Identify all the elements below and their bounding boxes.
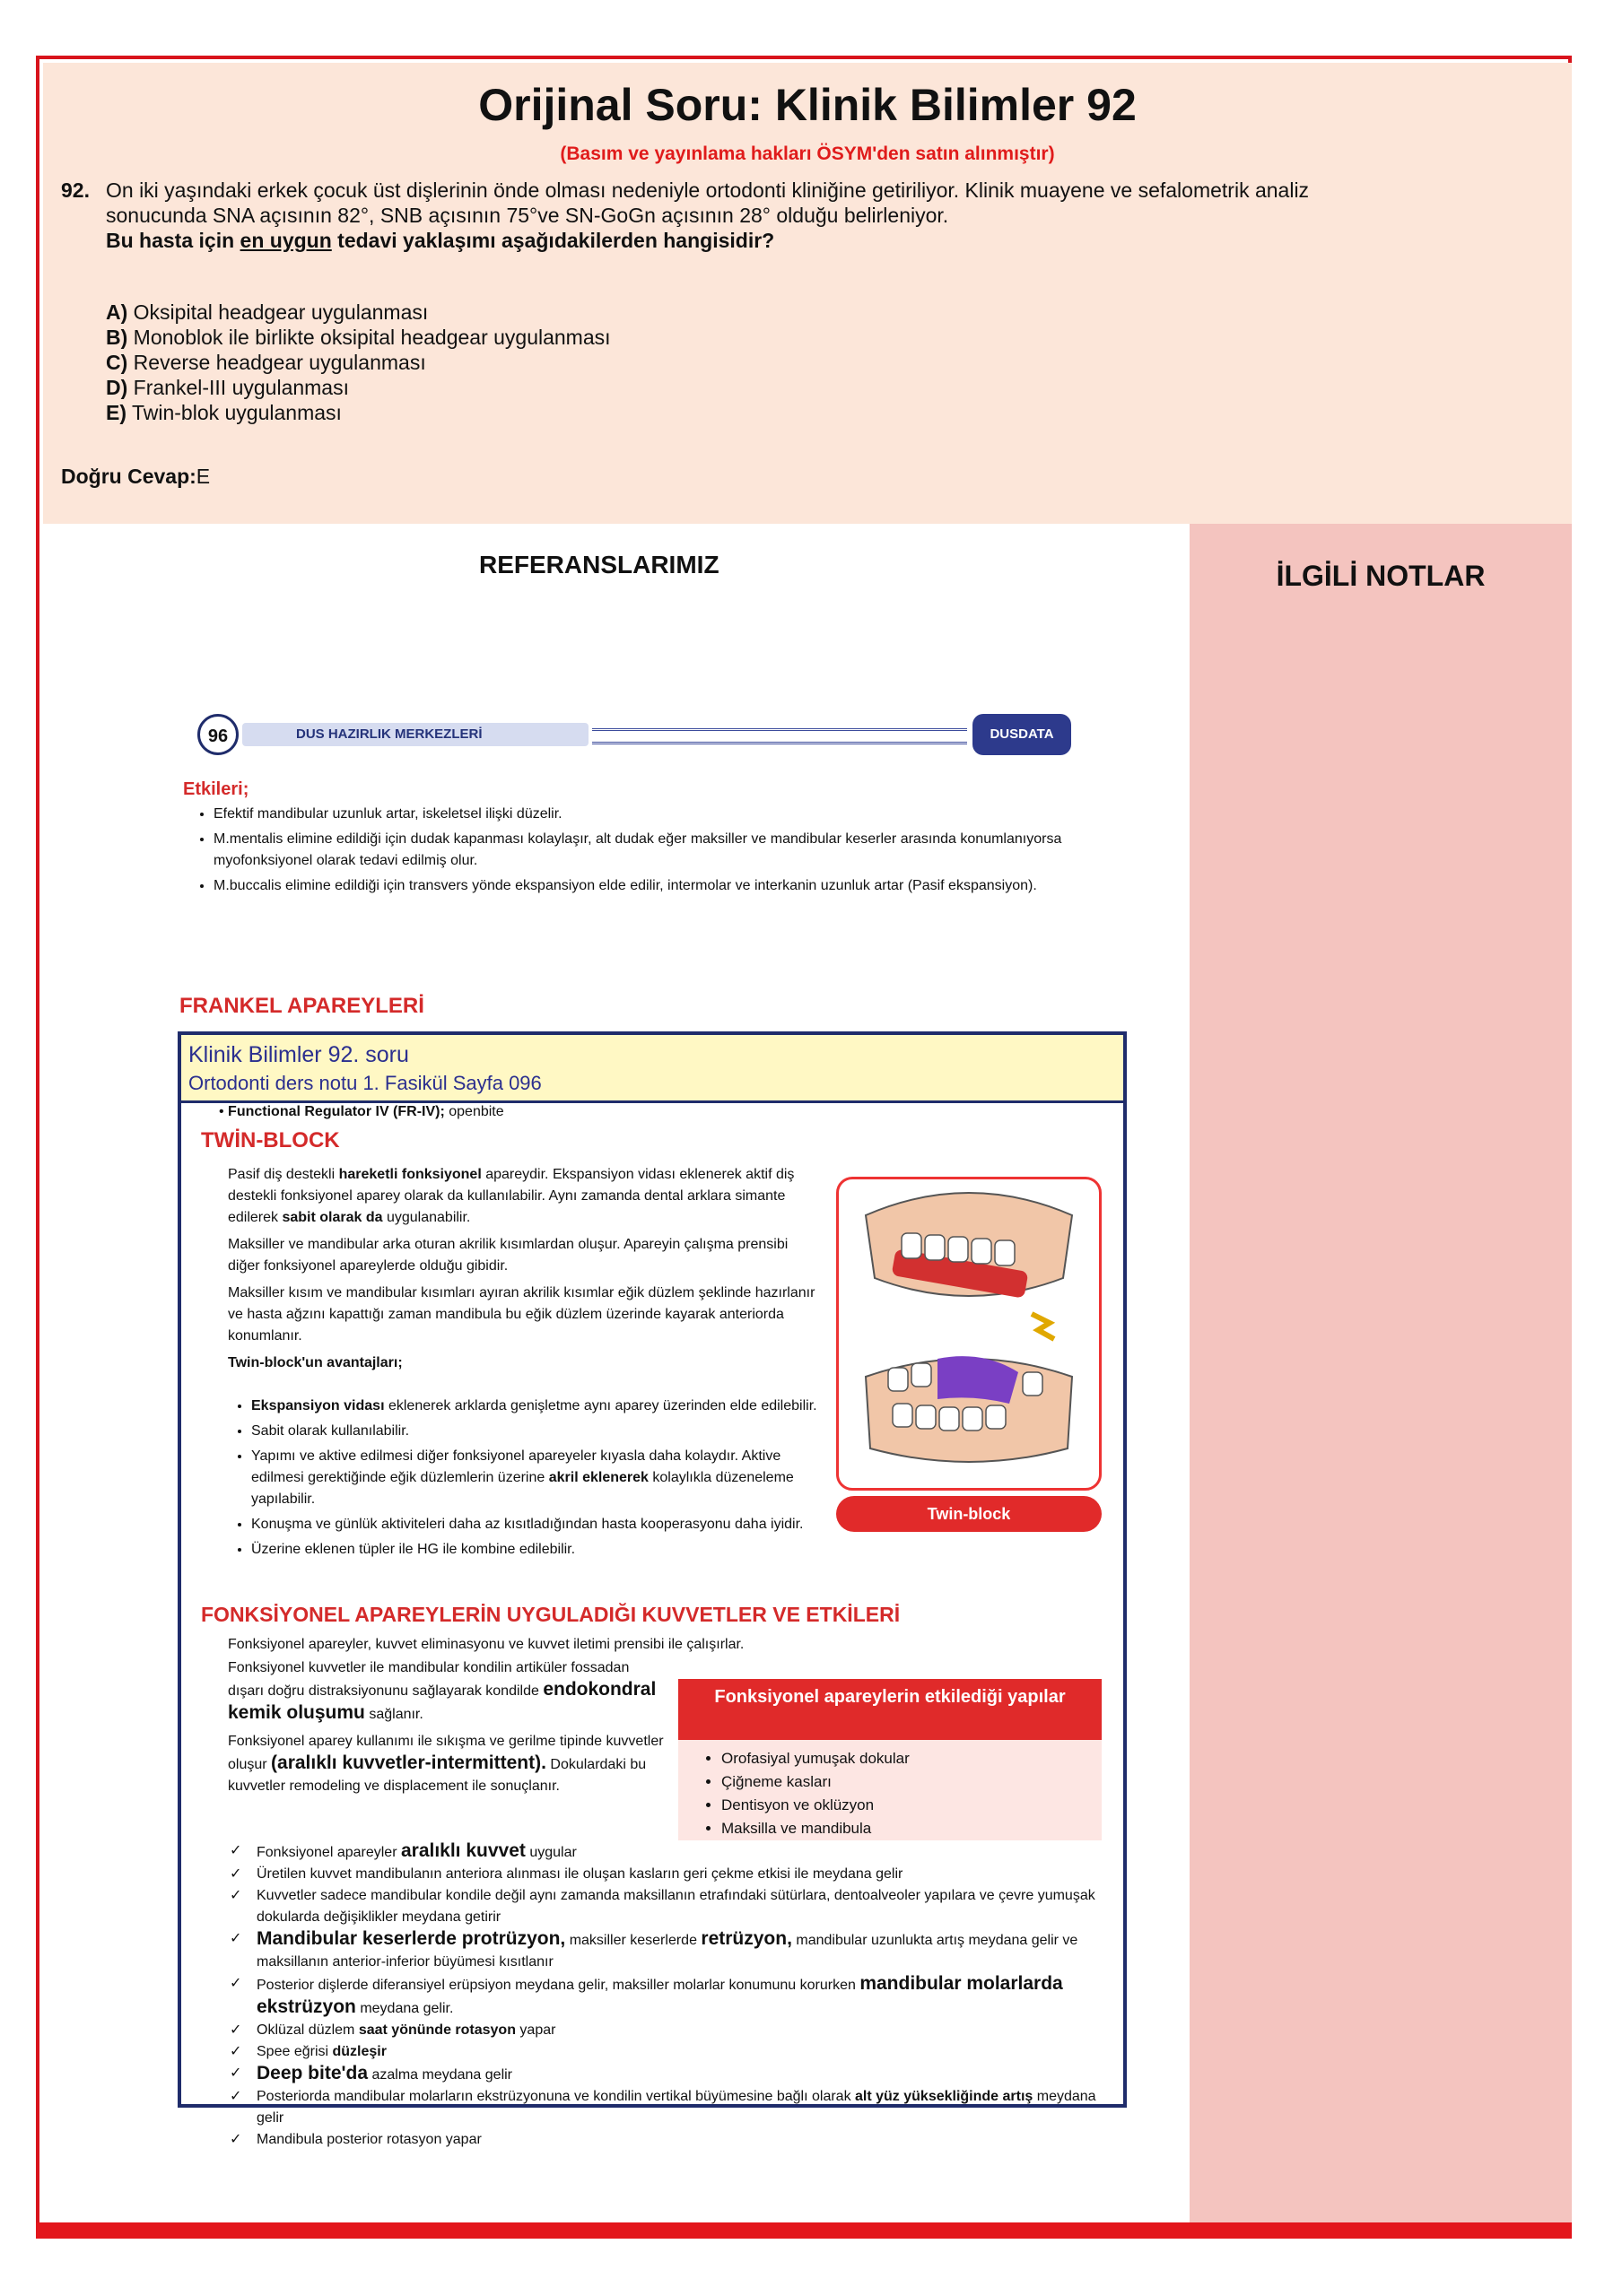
twin-block-illustration [836,1177,1102,1491]
advantage-item: • Yapımı ve aktive edilmesi diğer fonksiyonel apareyeler kıyasla daha kolaydır. Aktive edilmesi gerektiğinde eğik düzlemlerin üzerine akril eklenerek kolaylıkla düzeneleme yapılabilir. [251,1446,825,1510]
etkileri-section [183,778,1098,900]
question-number: 92. [61,178,90,202]
page-title: Orijinal Soru: Klinik Bilimler 92 [478,80,1137,130]
advantage-item: • Ekspansiyon vidası eklenerek arklarda genişletme aynı aparey üzerinden elde edilebilir. [251,1396,825,1417]
check-item: ✓ Kuvvetler sadece mandibular kondile değil aynı zamanda maksillanın etrafındaki sütürlara, dentoalveoler yapılara ve çevre yumuşak dokularda değişiklikler meydana getirir [230,1885,1109,1928]
callout-header [181,1035,1123,1103]
check-item: ✓ Spee eğrisi düzleşir [230,2041,1109,2063]
option-b: B) Monoblok ile birlikte oksipital headgear uygulanması [106,326,611,349]
header-divider [592,728,967,744]
page-number-badge: 96 [197,714,239,755]
tb-paragraph-2: Maksiller ve mandibular arka oturan akrilik kısımlardan oluşur. Apareyin çalışma prensibi diğer fonksiyonel apareylerde olduğu gibidir. [228,1237,789,1274]
affected-structures-title: Fonksiyonel apareylerin etkilediği yapılar [678,1679,1102,1740]
question-text-1: On iki yaşındaki erkek çocuk üst dişlerinin önde olması nedeniyle ortodonti kliniğine getiriliyor. Klinik muayene ve sefalometrik analiz [106,178,1310,202]
etkileri-item: • Efektif mandibular uzunluk artar, iskeletsel ilişki düzelir. [214,804,1098,825]
effects-checklist [230,1840,1109,2151]
affected-structure-item: • Dentisyon ve oklüzyon [721,1794,1102,1817]
etkileri-item: • M.mentalis elimine edildiği için dudak kapanması kolaylaşır, alt dudak eğer maksiller ve mandibular keserler arasında konumlanıyorsa myofonksiyonel olarak tedavi edilmiş olur. [214,829,1098,872]
check-item: ✓ Posterior dişlerde diferansiyel erüpsiyon meydana gelir, maksiller molarlar konumunu korurken mandibular molarlarda ekstrüzyon meydana gelir. [230,1973,1109,2020]
reference-header-bar: DUS HAZIRLIK MERKEZLERİ [242,723,589,746]
tb-paragraph-3: Maksiller kısım ve mandibular kısımları ayıran akrilik kısımlar eğik düzlem şeklinde hazırlanır ve hasta ağzını kapattığı zaman mandibula bu eğik düzlem üzerinde kayarak anteriorda konumlanır. [228,1285,815,1344]
fr4-line: • Functional Regulator IV (FR-IV); openbite [219,1104,504,1119]
reference-page-image [129,703,1116,2192]
twin-block-caption: Twin-block [836,1496,1102,1532]
affected-structure-item: • Maksilla ve mandibula [721,1817,1102,1840]
bottom-red-bar [36,2222,1572,2239]
callout-line-1: Klinik Bilimler 92. soru [188,1042,409,1067]
question-panel [43,63,1572,524]
options-list [106,300,611,425]
twin-block-drawing [839,1179,1099,1488]
fonksiyonel-title: FONKSİYONEL APAREYLERİN UYGULADIĞI KUVVETLER VE ETKİLERİ [201,1603,901,1626]
etkileri-title: Etkileri; [183,779,249,799]
check-item: ✓ Fonksiyonel apareyler aralıklı kuvvet uygular [230,1840,1109,1864]
affected-structures-box [678,1679,1102,1840]
option-a: A) Oksipital headgear uygulanması [106,300,429,324]
check-item: ✓ Mandibula posterior rotasyon yapar [230,2129,1109,2151]
check-item: ✓ Üretilen kuvvet mandibulanın anteriora alınması ile oluşan kasların geri çekme etkisi ile meydana gelir [230,1864,1109,1885]
etkileri-item: • M.buccalis elimine edildiği için transvers yönde ekspansiyon elde edilir, intermolar ve interkanin uzunluk artar (Pasif ekspansiyon). [214,875,1098,897]
tb-paragraph-1: Pasif diş destekli hareketli fonksiyonel apareydir. Ekspansiyon vidası eklenerek aktif diş destekli fonksiyonel aparey olarak da kullanılabilir. Aynı zamanda dental arklara simante edilerek sabit olarak da uygulanabilir. [228,1167,795,1225]
fonksiyonel-intro: Fonksiyonel apareyler, kuvvet eliminasyonu ve kuvvet iletimi prensibi ile çalışırlar. [228,1637,745,1652]
check-item: ✓ Posteriorda mandibular molarların ekstrüzyonuna ve kondilin vertikal büyümesine bağlı olarak alt yüz yüksekliğinde artış meydana gelir [230,2086,1109,2129]
copyright-note: (Basım ve yayınlama hakları ÖSYM'den satın alınmıştır) [560,144,1055,164]
callout-line-2: Ortodonti ders notu 1. Fasikül Sayfa 096 [188,1072,542,1094]
fonk-paragraph-2: Fonksiyonel kuvvetler ile mandibular kondilin artiküler fossadan dışarı doğru distraksiyonunu sağlayarak kondilde endokondral kemik oluşumu sağlanır. [228,1660,657,1723]
advantages-title: Twin-block'un avantajları; [228,1355,403,1370]
affected-structure-item: • Orofasiyal yumuşak dokular [721,1747,1102,1770]
option-e: E) Twin-blok uygulanması [106,401,342,424]
dusdata-logo: DUSDATA [972,714,1071,755]
fonk-paragraph-3: Fonksiyonel aparey kullanımı ile sıkışma ve gerilme tipinde kuvvetler oluşur (aralıklı kuvvetler-intermittent). Dokulardaki bu kuvvetler remodeling ve displacement ile sonuçlanır. [228,1734,664,1794]
twin-block-text [228,1164,820,1374]
option-c: C) Reverse headgear uygulanması [106,351,426,374]
ask-pre: Bu hasta için [106,229,240,252]
question-ask [106,228,1550,253]
advantage-item: • Üzerine eklenen tüpler ile HG ile kombine edilebilir. [251,1539,1026,1561]
ask-post: tedavi yaklaşımı aşağıdakilerden hangisidir? [331,229,775,252]
notes-title: İLGİLİ NOTLAR [1276,560,1486,592]
references-title: REFERANSLARIMIZ [479,551,719,578]
advantage-item: • Sabit olarak kullanılabilir. [251,1421,1026,1442]
advantage-item: • Konuşma ve günlük aktiviteleri daha az kısıtladığından hasta kooperasyonu daha iyidir. [251,1514,1026,1535]
page-frame [36,56,1572,2235]
frankel-title: FRANKEL APAREYLERİ [179,994,424,1018]
check-item: ✓ Oklüzal düzlem saat yönünde rotasyon yapar [230,2020,1109,2041]
option-d: D) Frankel-III uygulanması [106,376,349,399]
question-block [61,178,1550,253]
check-item: ✓ Mandibular keserlerde protrüzyon, maksiller keserlerde retrüzyon, mandibular uzunlukta artış meydana gelir ve maksillanın anterior-inferior büyümesi kısıtlanır [230,1928,1109,1973]
fonksiyonel-text [228,1657,667,1797]
affected-structure-item: • Çiğneme kasları [721,1770,1102,1794]
correct-answer: Doğru Cevap:E [61,465,211,488]
check-item: ✓ Deep bite'da azalma meydana gelir [230,2063,1109,2086]
notes-panel [1190,524,1572,2235]
ask-underlined: en uygun [240,229,332,252]
twin-block-title: TWİN-BLOCK [201,1128,340,1152]
question-text-2: sonucunda SNA açısının 82°, SNB açısının 75°ve SN-GoGn açısının 28° olduğu belirleniyor. [106,204,949,227]
